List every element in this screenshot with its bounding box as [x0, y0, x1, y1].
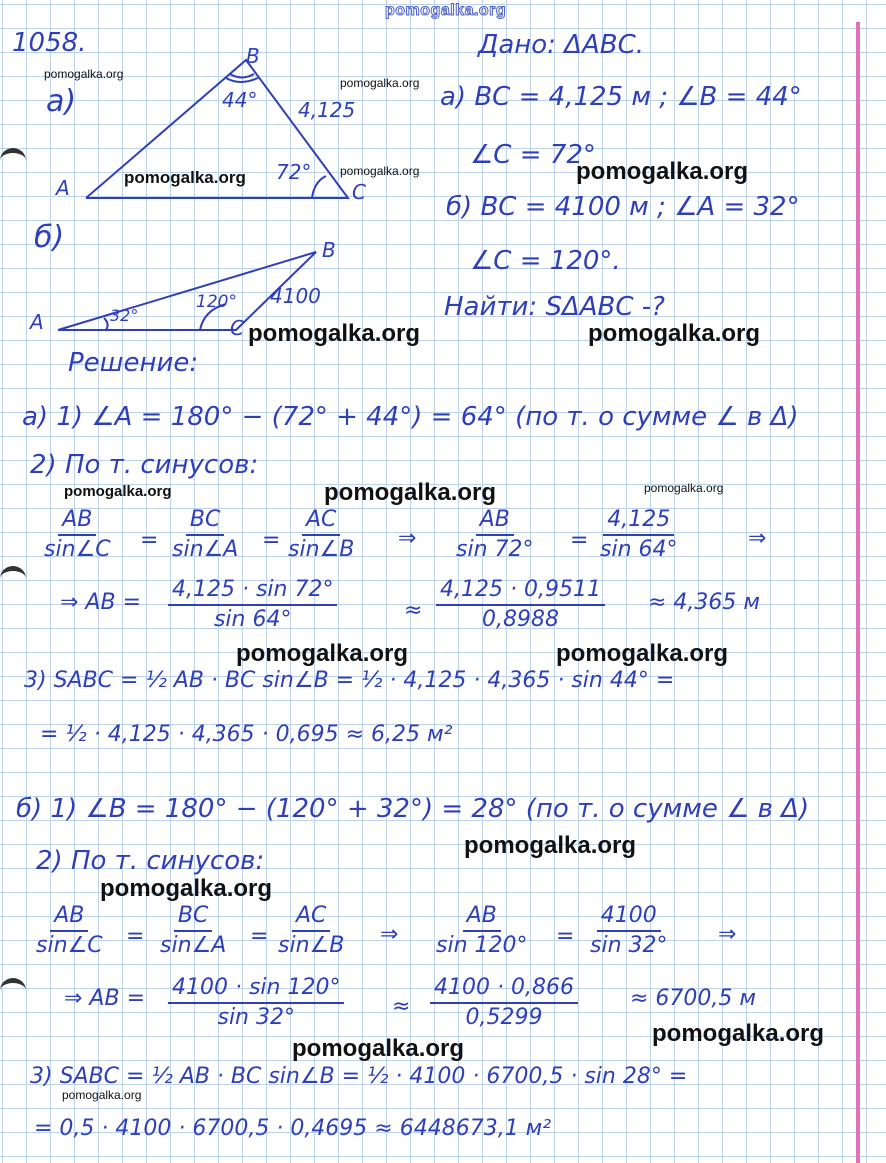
figure-a-label: а) — [46, 84, 77, 119]
fraction: $\frac{AB}{\sin 120^\circ}$ — [436, 903, 528, 959]
fraction: $\frac{BC}{\sin\angle A}$ — [172, 507, 239, 563]
fraction: $\frac{4,125 \cdot \sin 72^\circ}{\sin 64^\circ}$ — [168, 578, 337, 632]
fraction: $\frac{4100 \cdot \sin 120^\circ}{\sin 32^\circ}$ — [168, 976, 344, 1030]
implies-arrow: ⇒ — [718, 922, 737, 947]
equals-sign: = — [262, 528, 281, 553]
ab-result: ≈ 6700,5 м — [630, 986, 756, 1011]
angle-c-value: 120° — [196, 292, 237, 312]
watermark: pomogalka.org — [292, 1035, 465, 1062]
watermark: pomogalka.org — [576, 158, 749, 185]
implies-arrow: ⇒ — [380, 922, 399, 947]
solution-a-step3b: = ½ · 4,125 · 4,365 · 0,695 ≈ 6,25 м² — [40, 722, 453, 747]
binder-hole — [0, 978, 26, 1003]
vertex-b-label: B — [322, 238, 336, 262]
equals-sign: = — [556, 924, 575, 949]
vertex-a-label: A — [30, 310, 44, 334]
watermark: pomogalka.org — [340, 164, 420, 178]
fraction: $\frac{AB}{\sin\angle C}$ — [36, 903, 103, 959]
angle-b-arc — [230, 74, 254, 78]
solution-a-step1: а) 1) ∠A = 180° − (72° + 44°) = 64° (по т. о сумме ∠ в Δ) — [22, 402, 799, 432]
fraction: $\frac{4100}{\sin 32^\circ}$ — [590, 903, 668, 959]
watermark: pomogalka.org — [464, 832, 637, 859]
vertex-c-label: C — [352, 180, 366, 204]
watermark: pomogalka.org — [64, 483, 172, 500]
angle-b-value: 44° — [222, 88, 258, 112]
solution-b-step1: б) 1) ∠B = 180° − (120° + 32°) = 28° (по т. о сумме ∠ в Δ) — [16, 794, 810, 824]
watermark: pomogalka.org — [556, 640, 729, 667]
solution-b-step3b: = 0,5 · 4100 · 6700,5 · 0,4695 ≈ 6448673,1 м² — [34, 1116, 552, 1141]
binder-hole — [0, 566, 26, 591]
given-a-line1: а) BC = 4,125 м ; ∠B = 44° — [440, 82, 802, 112]
implies-arrow: ⇒ — [748, 526, 767, 551]
vertex-c-label: C — [230, 316, 244, 340]
fraction: $\frac{AC}{\sin\angle B}$ — [278, 903, 345, 959]
watermark-header: pomogalka.org — [385, 2, 507, 19]
equals-sign: = — [570, 528, 589, 553]
equals-sign: = — [250, 924, 269, 949]
given-b-line1: б) BC = 4100 м ; ∠A = 32° — [446, 192, 800, 222]
watermark: pomogalka.org — [248, 320, 421, 347]
approx-sign: ≈ — [392, 994, 411, 1019]
problem-number: 1058. — [12, 28, 87, 58]
watermark: pomogalka.org — [236, 640, 409, 667]
equals-sign: = — [140, 528, 159, 553]
vertex-b-label: B — [246, 44, 260, 68]
watermark: pomogalka.org — [588, 320, 761, 347]
watermark: pomogalka.org — [340, 76, 420, 90]
angle-a-arc — [104, 318, 108, 330]
solution-title: Решение: — [68, 348, 199, 378]
watermark: pomogalka.org — [644, 481, 724, 495]
implies-arrow: ⇒ — [398, 526, 417, 551]
ab-lhs: ⇒ AB = — [60, 590, 141, 615]
side-bc-value: 4,125 — [298, 98, 356, 122]
watermark: pomogalka.org — [44, 67, 124, 81]
ab-result: ≈ 4,365 м — [648, 590, 760, 615]
fraction: $\frac{AC}{\sin\angle B}$ — [288, 507, 355, 563]
equals-sign: = — [126, 924, 145, 949]
watermark: pomogalka.org — [324, 479, 497, 506]
fraction: $\frac{4,125 \cdot 0,9511}{0,8988}$ — [436, 578, 605, 632]
watermark: pomogalka.org — [124, 168, 246, 187]
vertex-a-label: A — [56, 176, 70, 200]
given-a-line2: ∠C = 72° — [470, 140, 596, 170]
solution-a-step2: 2) По т. синусов: — [30, 450, 259, 480]
angle-c-value: 72° — [276, 160, 312, 184]
watermark: pomogalka.org — [62, 1088, 142, 1102]
side-bc-value: 4100 — [270, 284, 321, 308]
given-title: Дано: ΔABC. — [478, 30, 645, 60]
fraction: $\frac{AB}{\sin\angle C}$ — [44, 507, 111, 563]
angle-a-value: 32° — [110, 306, 139, 325]
fraction: $\frac{AB}{\sin 72^\circ}$ — [456, 507, 534, 563]
watermark: pomogalka.org — [652, 1020, 825, 1047]
figure-b-label: б) — [34, 220, 65, 255]
solution-b-step2: 2) По т. синусов: — [36, 846, 265, 876]
angle-c-arc — [312, 176, 326, 198]
watermark: pomogalka.org — [100, 875, 273, 902]
fraction: $\frac{4,125}{\sin 64^\circ}$ — [600, 507, 678, 563]
approx-sign: ≈ — [404, 598, 423, 623]
fraction: $\frac{BC}{\sin\angle A}$ — [160, 903, 227, 959]
solution-a-step3: 3) SABC = ½ AB · BC sin∠B = ½ · 4,125 · 4,365 · sin 44° = — [24, 668, 675, 693]
find-line: Найти: SΔABC -? — [444, 292, 665, 322]
given-b-line2: ∠C = 120°. — [470, 246, 621, 276]
fraction: $\frac{4100 \cdot 0,866}{0,5299}$ — [430, 976, 578, 1030]
angle-b-arc — [226, 78, 258, 82]
solution-b-step3: 3) SABC = ½ AB · BC sin∠B = ½ · 4100 · 6700,5 · sin 28° = — [30, 1064, 688, 1089]
ab-lhs: ⇒ AB = — [64, 986, 145, 1011]
